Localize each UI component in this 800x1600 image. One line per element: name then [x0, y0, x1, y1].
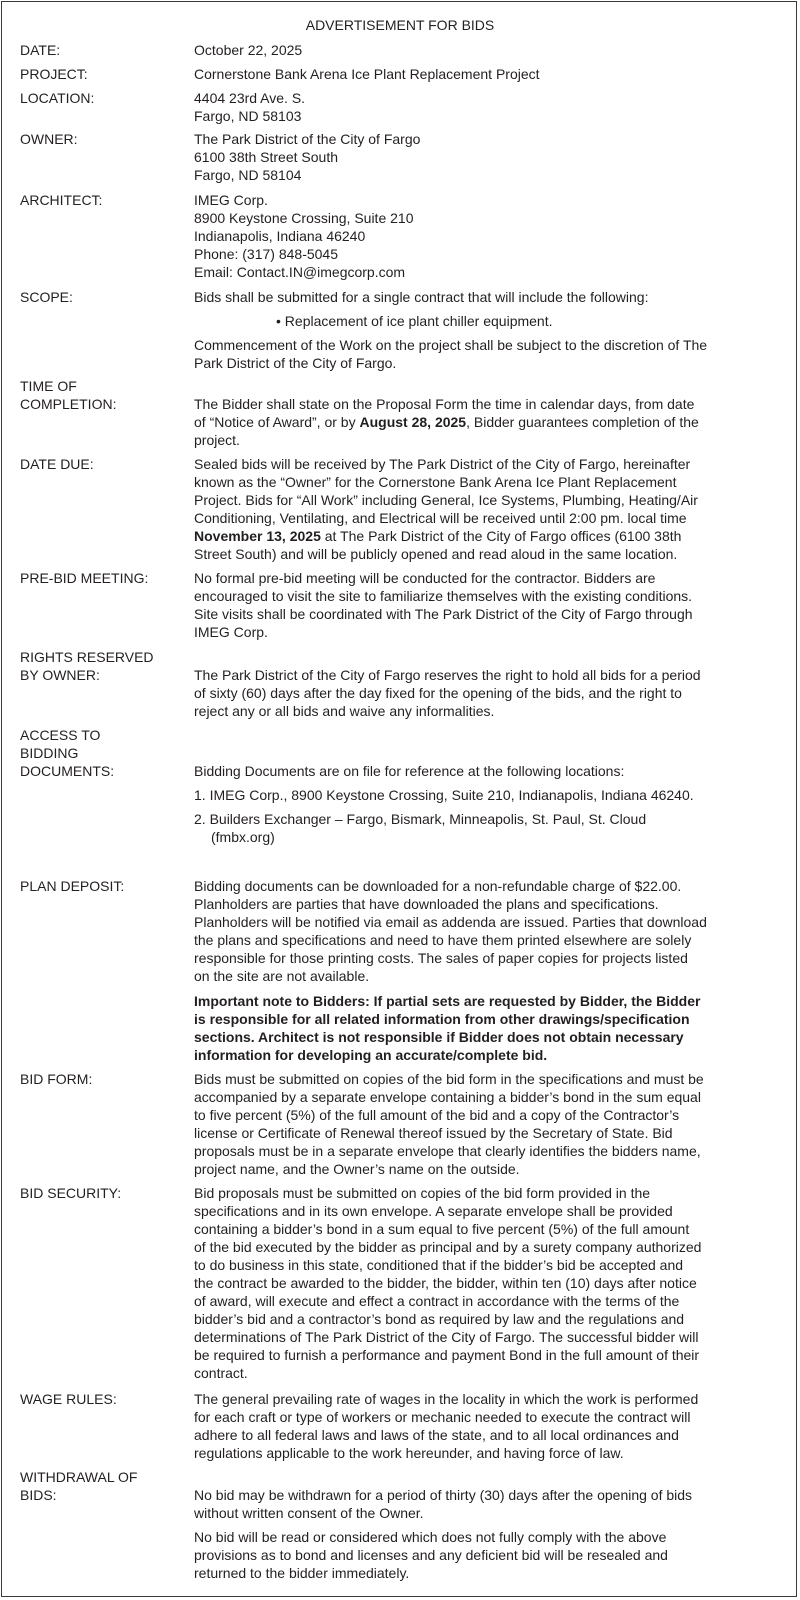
due-line: Street South) and will be publicly opened and read aloud in the same location. [194, 546, 678, 562]
rights-label-line: RIGHTS RESERVED [20, 649, 154, 665]
architect-line: Phone: (317) 848-5045 [194, 246, 338, 262]
page-title: ADVERTISEMENT FOR BIDS [305, 17, 495, 33]
completion-label-line: COMPLETION: [20, 396, 117, 412]
access-label-line: ACCESS TO [20, 727, 101, 743]
due-line: Conditioning, Ventilating, and Electrical will be received until 2:00 pm. local time [194, 510, 687, 526]
rights-line: reject any or all bids and waive any informalities. [194, 703, 495, 719]
deposit-label: PLAN DEPOSIT: [20, 878, 125, 894]
security-line: determinations of The Park District of the City of Fargo. The successful bidder will [194, 1329, 699, 1345]
security-line: containing a bidder’s bond in a sum equal to five percent (5%) of the full amount [194, 1221, 690, 1237]
deposit-line: the plans and specifications and need to have them printed elsewhere are solely [194, 932, 692, 948]
withdrawal-line: without written consent of the Owner. [194, 1505, 424, 1521]
wage-line: regulations applicable to the work hereunder, and having force of law. [194, 1445, 624, 1461]
prebid-line: IMEG Corp. [194, 624, 268, 640]
bidform-line: license or Certificate of Renewal thereof issued by the Secretary of State. Bid [194, 1125, 673, 1141]
withdrawal-label-line: WITHDRAWAL OF [20, 1469, 138, 1485]
deposit-note-line: information for developing an accurate/complete bid. [194, 1047, 548, 1063]
access-item-link: (fmbx.org) [211, 829, 275, 845]
scope-bullet: • Replacement of ice plant chiller equipment. [276, 313, 553, 329]
architect-label: ARCHITECT: [20, 192, 103, 208]
due-line: known as the “Owner” for the Cornerstone Bank Arena Ice Plant Replacement [194, 474, 677, 490]
owner-label: OWNER: [20, 131, 78, 147]
deposit-line: on the site are not available. [194, 968, 370, 984]
deposit-line: Bidding documents can be downloaded for a non-refundable charge of $22.00. [194, 878, 682, 894]
completion-line: project. [194, 432, 240, 448]
security-line: Bid proposals must be submitted on copies of the bid form provided in the [194, 1185, 651, 1201]
owner-line: 6100 38th Street South [194, 149, 338, 165]
access-label-line: BIDDING [20, 745, 79, 761]
access-item: 1. IMEG Corp., 8900 Keystone Crossing, Suite 210, Indianapolis, Indiana 46240. [194, 787, 694, 803]
security-line: of award, will execute and effect a contract in accordance with the terms of the [194, 1293, 680, 1309]
project-value: Cornerstone Bank Arena Ice Plant Replacement Project [194, 66, 540, 82]
due-line: Project. Bids for “All Work” including General, Ice Systems, Plumbing, Heating/Air [194, 492, 698, 508]
bidform-line: proposals must be in a separate envelope that clearly identifies the bidders name, [194, 1143, 701, 1159]
wage-label: WAGE RULES: [20, 1391, 117, 1407]
scope-para-line: Park District of the City of Fargo. [194, 355, 397, 371]
deposit-note-line: is responsible for all related information from other drawings/specification [194, 1011, 690, 1027]
date-label: DATE: [20, 42, 61, 58]
access-intro: Bidding Documents are on file for reference at the following locations: [194, 763, 625, 779]
location-line: Fargo, ND 58103 [194, 108, 302, 124]
access-label-line: DOCUMENTS: [20, 763, 115, 779]
wage-line: for each craft or type of workers or mechanic needed to execute the contract will [194, 1409, 691, 1425]
bidform-line: project name, and the Owner’s name on the outside. [194, 1161, 520, 1177]
bidform-label: BID FORM: [20, 1071, 93, 1087]
withdrawal-line: returned to the bidder immediately. [194, 1565, 410, 1581]
deposit-note-line: sections. Architect is not responsible if Bidder does not obtain necessary [194, 1029, 684, 1045]
scope-intro: Bids shall be submitted for a single contract that will include the following: [194, 289, 649, 305]
rights-line: of sixty (60) days after the day fixed for the opening of the bids, and the right to [194, 685, 682, 701]
wage-line: The general prevailing rate of wages in the locality in which the work is performed [194, 1391, 699, 1407]
scope-para-line: Commencement of the Work on the project shall be subject to the discretion of The [194, 337, 708, 353]
security-line: of the bid executed by the bidder as principal and by a surety company authorized [194, 1239, 702, 1255]
completion-line-award: of “Notice of Award”, or by August 28, 2025, Bidder guarantees completion of the [194, 414, 699, 430]
security-line: the contract be awarded to the bidder, the bidder, within ten (10) days after notice [194, 1275, 697, 1291]
rights-line: The Park District of the City of Fargo reserves the right to hold all bids for a period [194, 667, 701, 683]
deposit-line: Planholders will be notified via email as addenda are issued. Parties that download [194, 914, 707, 930]
prebid-line: Site visits shall be coordinated with The Park District of the City of Fargo through [194, 606, 693, 622]
prebid-line: No formal pre-bid meeting will be conducted for the contractor. Bidders are [194, 570, 656, 586]
architect-line: 8900 Keystone Crossing, Suite 210 [194, 210, 414, 226]
security-line: be required to furnish a performance and payment Bond in the full amount of their [194, 1347, 700, 1363]
bidform-line: accompanied by a separate envelope containing a bidder’s bond in the sum equal [194, 1089, 701, 1105]
withdrawal-line: provisions as to bond and licenses and any deficient bid will be resealed and [194, 1547, 668, 1563]
withdrawal-label-line: BIDS: [20, 1487, 57, 1503]
bidform-line: to five percent (5%) of the full amount of the bid and a copy of the Contractor’s [194, 1107, 680, 1123]
architect-line: Indianapolis, Indiana 46240 [194, 228, 366, 244]
security-line: bidder’s bid and a contractor’s bond as required by law and the regulations and [194, 1311, 685, 1327]
due-line-date: November 13, 2025 at The Park District of the City of Fargo offices (6100 38th [194, 528, 682, 544]
scope-label: SCOPE: [20, 289, 73, 305]
project-label: PROJECT: [20, 66, 88, 82]
deposit-note-line: Important note to Bidders: If partial sets are requested by Bidder, the Bidder [194, 993, 701, 1009]
completion-label-line: TIME OF [20, 378, 77, 394]
due-line: Sealed bids will be received by The Park District of the City of Fargo, hereinafter [194, 456, 691, 472]
prebid-line: encouraged to visit the site to familiarize themselves with the existing conditions. [194, 588, 693, 604]
owner-line: Fargo, ND 58104 [194, 167, 302, 183]
completion-deadline: August 28, 2025 [359, 414, 467, 430]
security-line: to do business in this state, conditioned that if the bidder’s bid be accepted and [194, 1257, 684, 1273]
security-line: contract. [194, 1365, 248, 1381]
architect-email: Email: Contact.IN@imegcorp.com [194, 264, 406, 280]
access-item: 2. Builders Exchanger – Fargo, Bismark, Minneapolis, St. Paul, St. Cloud [194, 811, 647, 827]
rights-label-line: BY OWNER: [20, 667, 100, 683]
deposit-line: responsible for those printing costs. The sales of paper copies for projects listed [194, 950, 688, 966]
owner-line: The Park District of the City of Fargo [194, 131, 421, 147]
due-date: November 13, 2025 [194, 528, 321, 544]
location-line: 4404 23rd Ave. S. [194, 90, 306, 106]
prebid-label: PRE-BID MEETING: [20, 570, 149, 586]
wage-line: adhere to all federal laws and laws of the state, and to all local ordinances and [194, 1427, 679, 1443]
security-label: BID SECURITY: [20, 1185, 122, 1201]
withdrawal-line: No bid will be read or considered which does not fully comply with the above [194, 1529, 667, 1545]
bidform-line: Bids must be submitted on copies of the bid form in the specifications and must be [194, 1071, 704, 1087]
security-line: specifications and in its own envelope. A separate envelope shall be provided [194, 1203, 673, 1219]
due-label: DATE DUE: [20, 456, 94, 472]
architect-line: IMEG Corp. [194, 192, 268, 208]
deposit-line: Planholders are parties that have downloaded the plans and specifications. [194, 896, 659, 912]
location-label: LOCATION: [20, 90, 95, 106]
completion-line: The Bidder shall state on the Proposal Form the time in calendar days, from date [194, 396, 695, 412]
date-value: October 22, 2025 [194, 42, 303, 58]
withdrawal-line: No bid may be withdrawn for a period of thirty (30) days after the opening of bids [194, 1487, 693, 1503]
